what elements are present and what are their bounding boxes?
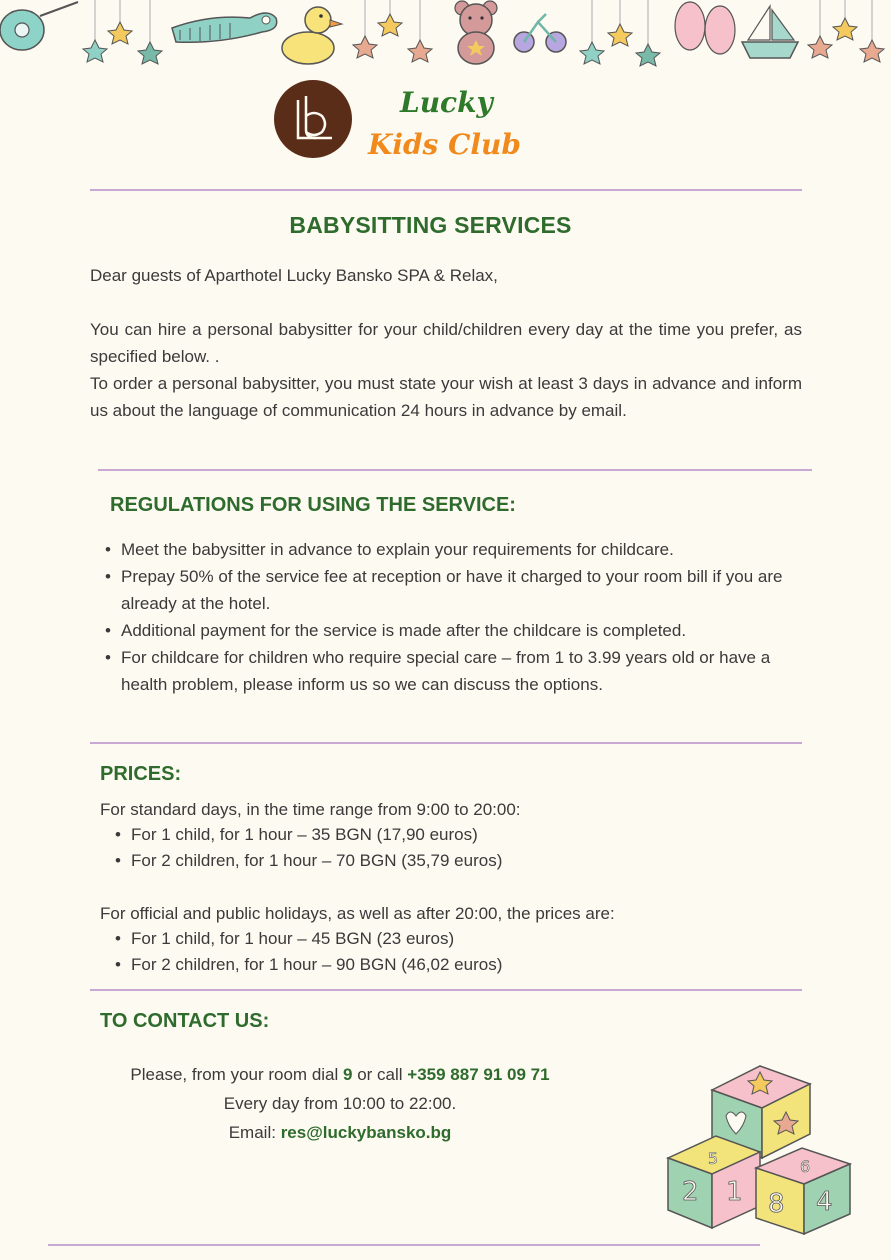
contact-line-dial: [60, 1060, 620, 1089]
regulations-list: [101, 536, 801, 698]
standard-prices-intro: For standard days, in the time range from 9:00 to 20:00:: [100, 800, 521, 819]
holiday-prices-list: [111, 926, 711, 978]
regulations-heading: REGULATIONS FOR USING THE SERVICE:: [110, 494, 516, 516]
list-item: • For childcare for children who require special care – from 1 to 3.99 years old or have a health problem, please inform us so we can discuss the options.: [101, 644, 801, 698]
boat-icon: [742, 6, 798, 58]
cube-right: [756, 1148, 850, 1234]
cube-number: 2: [682, 1177, 699, 1207]
list-item: • For 1 child, for 1 hour – 45 BGN (23 euros): [111, 926, 711, 952]
divider: [90, 189, 802, 191]
footprints-icon: [675, 2, 735, 54]
comb-icon: [172, 13, 277, 42]
page-title: BABYSITTING SERVICES: [289, 212, 572, 238]
brand-line-2: Kids Club: [368, 128, 521, 161]
contact-heading: TO CONTACT US:: [100, 1010, 270, 1032]
email-label: Email:: [228, 1123, 281, 1142]
divider: [90, 989, 802, 991]
intro-paragraph-1: You can hire a personal babysitter for your child/children every day at the time you prefer, as specified below. .: [90, 320, 802, 366]
list-item: • Prepay 50% of the service fee at reception or have it charged to your room bill if you are already at the hotel.: [101, 563, 801, 617]
logo-badge: [274, 80, 352, 158]
phone-link[interactable]: +359 887 91 09 71: [407, 1065, 550, 1084]
list-item: • For 1 child, for 1 hour – 35 BGN (17,90 euros): [111, 822, 711, 848]
prices-heading: PRICES:: [100, 763, 182, 785]
room-dial-number: 9: [343, 1065, 353, 1084]
contact-hours: Every day from 10:00 to 22:00.: [223, 1094, 457, 1113]
star-icon: [833, 18, 857, 40]
toy-cubes-illustration: [660, 1060, 860, 1240]
call-text: or call: [352, 1065, 408, 1084]
cube-number: 4: [816, 1187, 833, 1217]
contact-email-line: [60, 1118, 620, 1147]
cube-number: 8: [768, 1189, 785, 1219]
divider: [90, 742, 802, 744]
cube-number: 5: [708, 1149, 719, 1168]
top-decoration: [0, 0, 891, 70]
star-icon: [608, 24, 632, 46]
cube-number: 1: [726, 1177, 743, 1207]
cube-left: [668, 1136, 760, 1228]
list-item: • Meet the babysitter in advance to explain your requirements for childcare.: [101, 536, 801, 563]
duck-icon: [282, 7, 342, 64]
intro-paragraph-2: To order a personal babysitter, you must state your wish at least 3 days in advance and inform us about the language of communication 24 hours in advance by email.: [90, 374, 802, 420]
greeting: Dear guests of Aparthotel Lucky Bansko SPA & Relax,: [90, 266, 498, 285]
holiday-prices-intro: For official and public holidays, as well as after 20:00, the prices are:: [100, 904, 615, 923]
star-icon: [378, 14, 402, 36]
pacifier-icon: [0, 2, 78, 50]
divider: [98, 469, 812, 471]
list-item: • For 2 children, for 1 hour – 70 BGN (35,79 euros): [111, 848, 711, 874]
star-icon: [108, 22, 132, 44]
brand-line-1: Lucky: [400, 86, 493, 119]
bicycle-icon: [514, 14, 566, 52]
list-item: • For 2 children, for 1 hour – 90 BGN (46,02 euros): [111, 952, 711, 978]
teddy-bear-icon: [455, 1, 497, 64]
email-link[interactable]: res@luckybansko.bg: [280, 1123, 452, 1142]
dial-text: Please, from your room dial: [130, 1065, 344, 1084]
standard-prices-list: [111, 822, 711, 874]
divider: [48, 1244, 760, 1246]
cube-number: 6: [800, 1157, 811, 1176]
logo-icon: [274, 80, 352, 158]
list-item: • Additional payment for the service is made after the childcare is completed.: [101, 617, 801, 644]
